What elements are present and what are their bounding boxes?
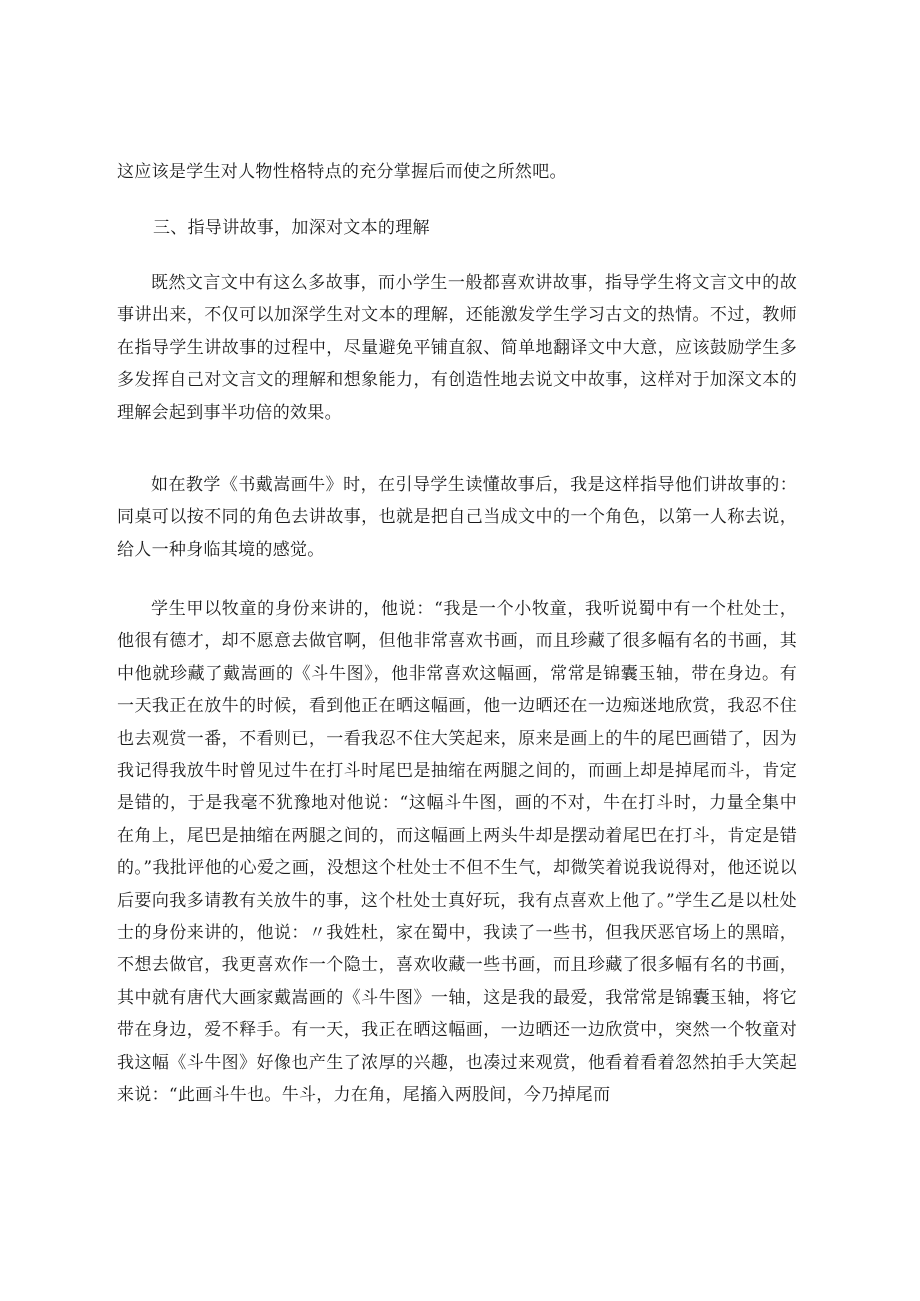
body-paragraph: 如在教学《书戴嵩画牛》时，在引导学生读懂故事后，我是这样指导他们讲故事的：同桌可以按不同的角色去讲故事，也就是把自己当成文中的一个角色，以第一人称去说，给人一种身临其境的感觉。 [117, 475, 797, 560]
body-paragraph: 学生甲以牧童的身份来讲的，他说：“我是一个小牧童，我听说蜀中有一个杜处士，他很有德才，却不愿意去做官啊，但他非常喜欢书画，而且珍藏了很多幅有名的书画，其中他就珍藏了戴嵩画的《斗牛图》，他非常喜欢这幅画，常常是锦囊玉轴，带在身边。有一天我正在放牛的时候，看到他正在晒这幅画，他一边晒还在一边痴迷地欣赏，我忍不住也去观赏一番，不看则已，一看我忍不住大笑起来，原来是画上的牛的尾巴画错了，因为我记得我放牛时曾见过牛在打斗时尾巴是抽缩在两腿之间的，而画上却是掉尾而斗，肯定是错的，于是我毫不犹豫地对他说：“这幅斗牛图，画的不对，牛在打斗时，力量全集中在角上，尾巴是抽缩在两腿之间的，而这幅画上两头牛却是摆动着尾巴在打斗，肯定是错的。”我批评他的心爱之画，没想这个杜处士不但不生气，却微笑着说我说得对，他还说以后要向我多请教有关放牛的事，这个杜处士真好玩，我有点喜欢上他了。”学生乙是以杜处士的身份来讲的，他说：〃我姓杜，家在蜀中，我读了一些书，但我厌恶官场上的黑暗，不想去做官，我更喜欢作一个隐士，喜欢收藏一些书画，而且珍藏了很多幅有名的书画，其中就有唐代大画家戴嵩画的《斗牛图》一轴，这是我的最爱，我常常是锦囊玉轴，将它带在身边，爱不释手。有一天，我正在晒这幅画，一边晒还一边欣赏中，突然一个牧童对我这幅《斗牛图》好像也产生了浓厚的兴趣，也凑过来观赏，他看着看着忽然拍手大笑起来说：“此画斗牛也。牛斗，力在角，尾搐入两股间，今乃掉尾而 [117, 599, 797, 1106]
lead-line: 这应该是学生对人物性格特点的充分掌握后而使之所然吧。 [117, 162, 567, 182]
section-heading: 三、指导讲故事，加深对文本的理解 [153, 218, 430, 238]
body-paragraph: 既然文言文中有这么多故事，而小学生一般都喜欢讲故事，指导学生将文言文中的故事讲出来，不仅可以加深学生对文本的理解，还能激发学生学习古文的热情。不过，教师在指导学生讲故事的过程中，尽量避免平铺直叙、简单地翻译文中大意，应该鼓励学生多多发挥自己对文言文的理解和想象能力，有创造性地去说文中故事，这样对于加深文本的理解会起到事半功倍的效果。 [117, 273, 797, 423]
